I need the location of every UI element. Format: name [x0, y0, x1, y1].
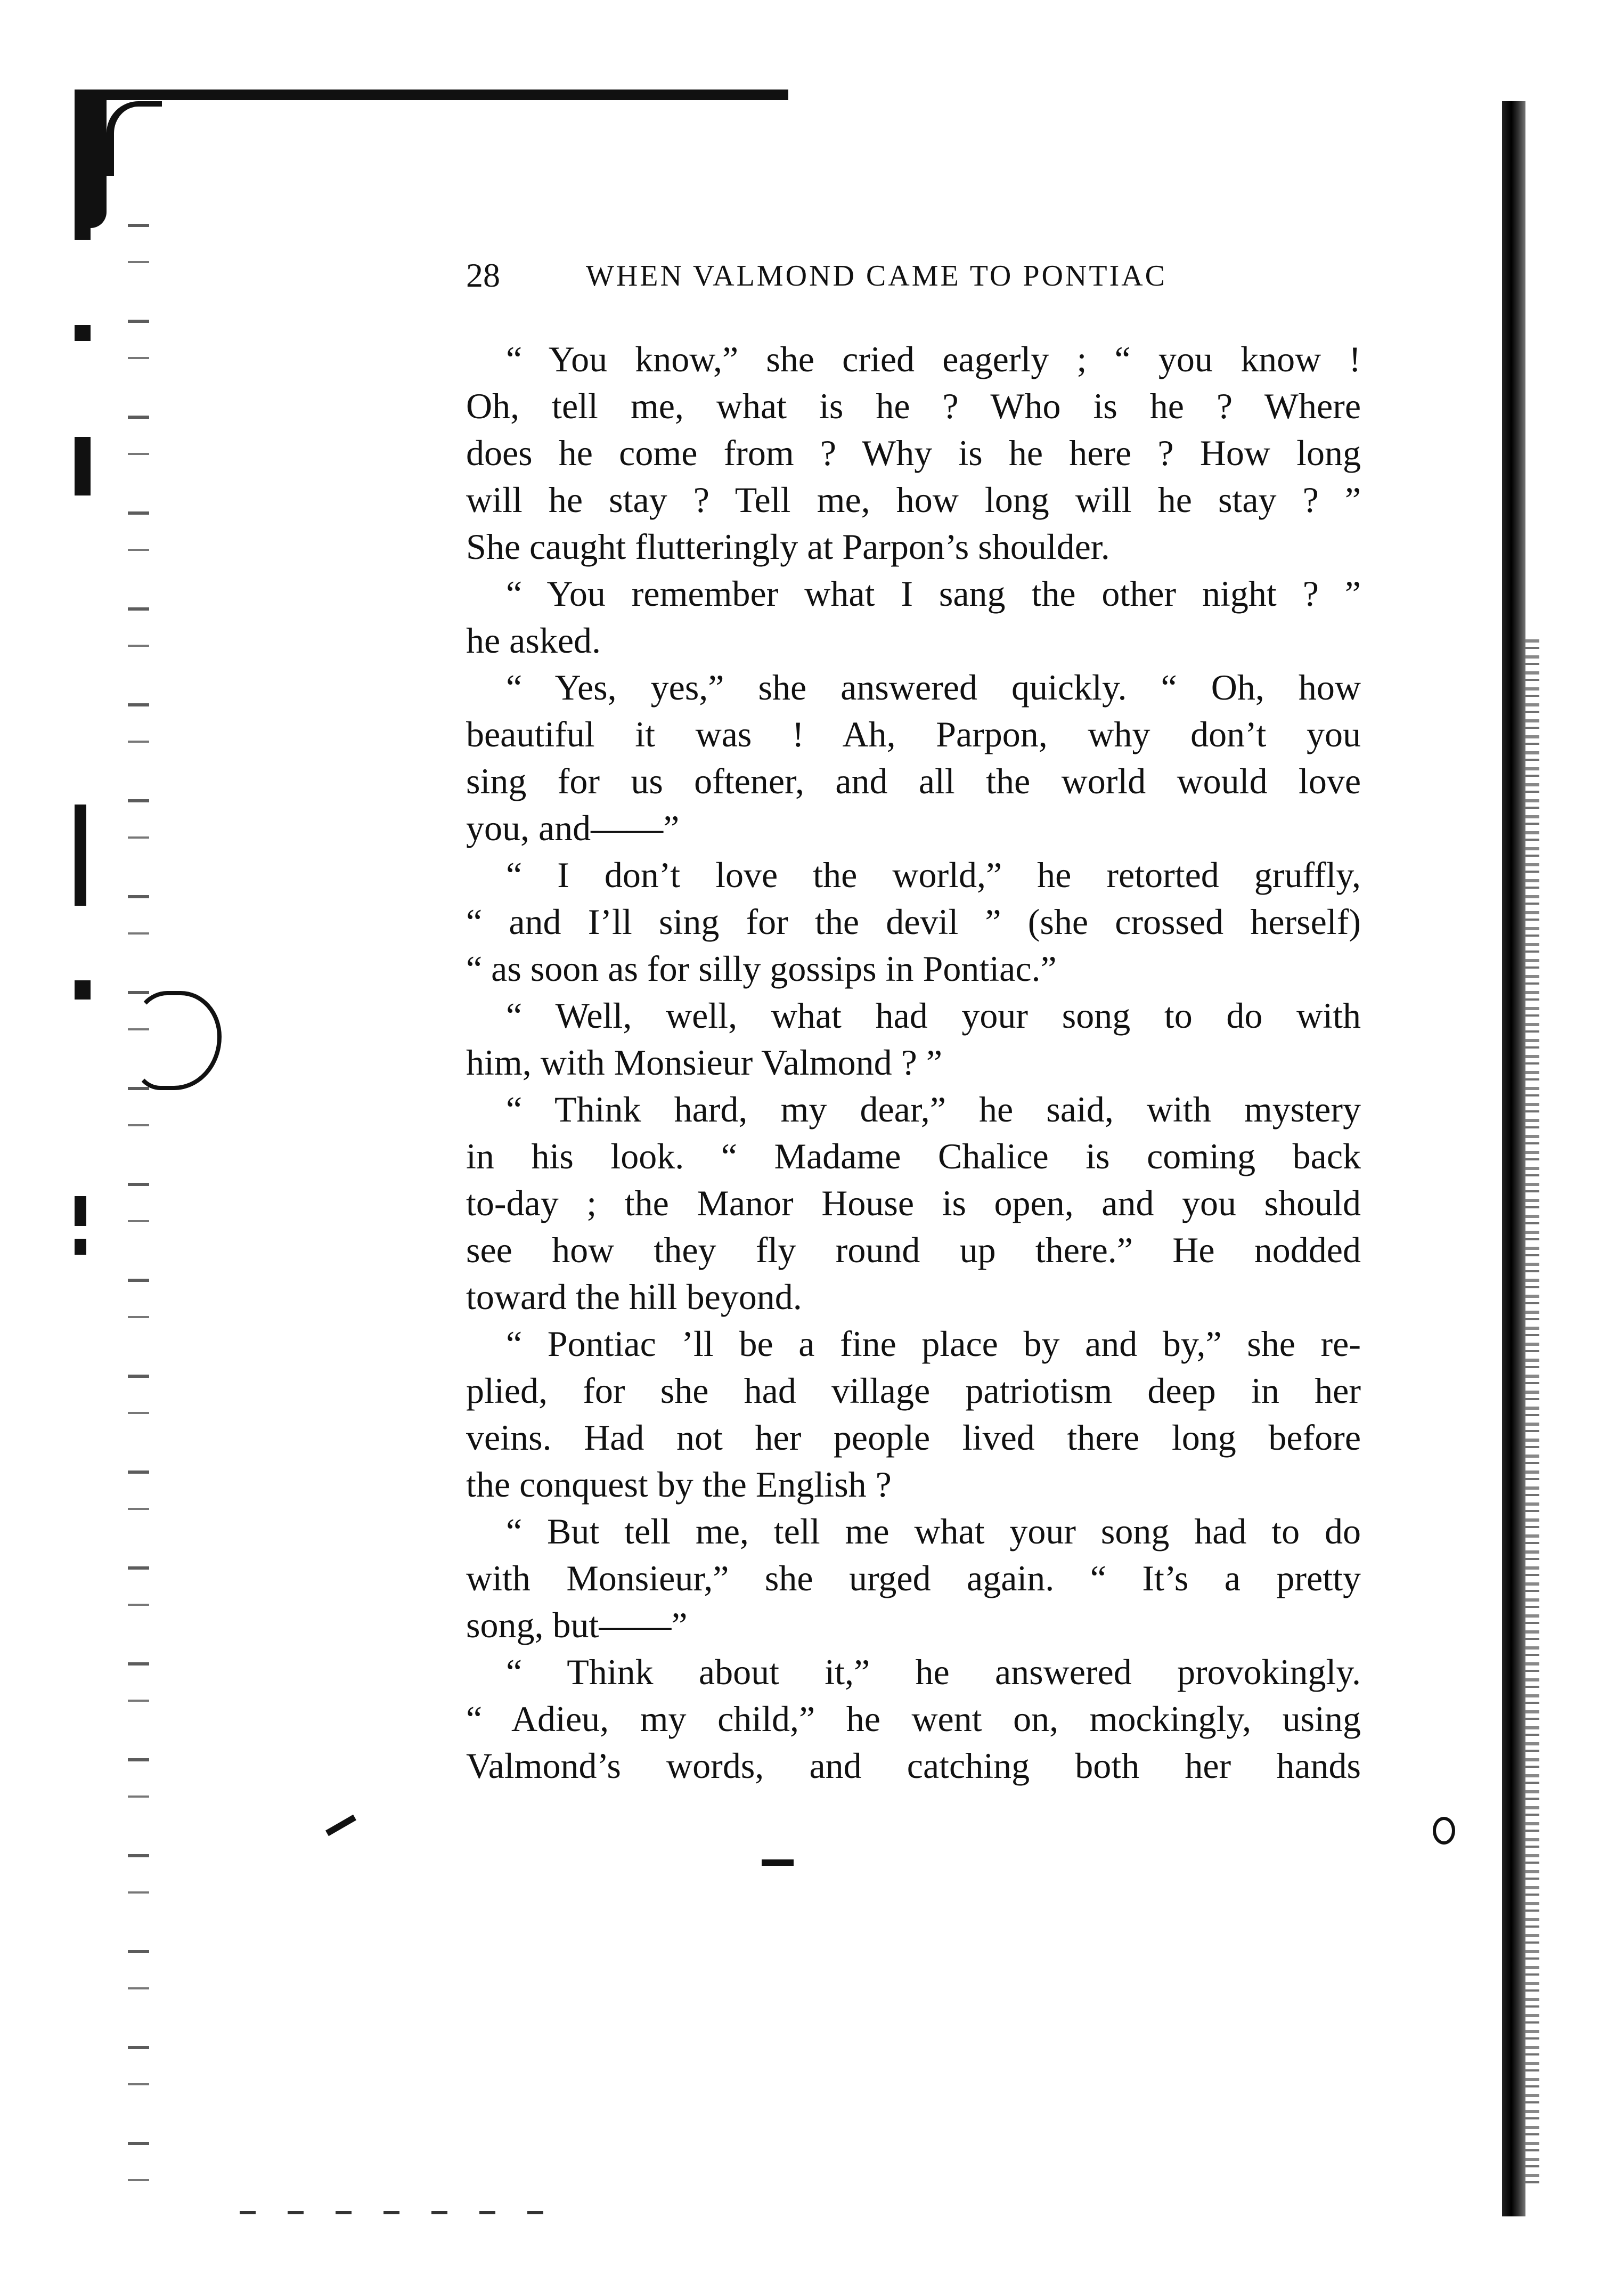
text-line: “ Think hard, my dear,” he said, with mystery: [506, 1089, 1361, 1130]
text-line: “ Well, well, what had your song to do with: [506, 995, 1361, 1036]
scan-dash: [762, 1859, 794, 1866]
scan-edge-left: [128, 202, 149, 2227]
scan-speck: [75, 1239, 86, 1255]
text-line: will he stay ? Tell me, how long will he stay ? ”: [466, 480, 1361, 520]
text-line: see how they fly round up there.” He nodded: [466, 1230, 1361, 1270]
scan-curl-top-left: [107, 101, 162, 176]
text-line: sing for us oftener, and all the world would love: [466, 761, 1361, 801]
scan-speck: [75, 805, 86, 906]
text-line: him, with Monsieur Valmond ? ”: [466, 1042, 942, 1083]
scan-blot-top-left: [75, 90, 107, 228]
scan-border-right-ragged: [1525, 639, 1539, 2184]
text-line: he asked.: [466, 620, 601, 661]
text-line: with Monsieur,” she urged again. “ It’s a pretty: [466, 1558, 1361, 1598]
text-line: “ Pontiac ’ll be a fine place by and by,” she re-: [506, 1323, 1361, 1364]
text-line: beautiful it was ! Ah, Parpon, why don’t you: [466, 714, 1361, 754]
text-line: the conquest by the English ?: [466, 1464, 892, 1505]
text-line: “ You remember what I sang the other night ? ”: [506, 573, 1361, 614]
text-line: Valmond’s words, and catching both her hands: [466, 1745, 1361, 1786]
text-line: “ and I’ll sing for the devil ” (she crossed herself): [466, 901, 1361, 942]
scan-mark: [1433, 1817, 1455, 1845]
text-line: veins. Had not her people lived there long before: [466, 1417, 1361, 1458]
text-line: Oh, tell me, what is he ? Who is he ? Where: [466, 386, 1361, 426]
text-line: plied, for she had village patriotism deep in her: [466, 1370, 1361, 1411]
scan-border-right: [1502, 101, 1525, 2216]
text-line: “ But tell me, tell me what your song had to do: [506, 1511, 1361, 1551]
text-line: you, and——”: [466, 808, 680, 848]
text-line: does he come from ? Why is he here ? How long: [466, 433, 1361, 473]
text-line: “ I don’t love the world,” he retorted gruffly,: [506, 855, 1361, 895]
text-line: song, but——”: [466, 1605, 688, 1645]
text-line: “ as soon as for silly gossips in Pontiac.”: [466, 948, 1057, 989]
text-line: in his look. “ Madame Chalice is coming back: [466, 1136, 1361, 1176]
scan-border-top: [75, 90, 788, 100]
text-line: toward the hill beyond.: [466, 1277, 802, 1317]
scan-speck: [75, 1196, 86, 1226]
text-line: “ Yes, yes,” she answered quickly. “ Oh, how: [506, 667, 1361, 708]
scan-speck: [75, 224, 91, 240]
scan-loop-mark: [133, 991, 222, 1090]
text-line: “ Adieu, my child,” he went on, mockingly, using: [466, 1699, 1361, 1739]
scan-speck: [75, 980, 91, 1000]
scan-speck: [75, 325, 91, 341]
scan-dash: [325, 1815, 356, 1836]
scan-speck: [75, 437, 91, 495]
page-number: 28: [466, 256, 500, 294]
text-line: She caught flutteringly at Parpon’s shoulder.: [466, 526, 1110, 567]
running-head-title: WHEN VALMOND CAME TO PONTIAC: [586, 259, 1168, 293]
page-text-block: [466, 256, 1361, 1789]
scan-bottom-dashes: [240, 2211, 559, 2214]
text-line: “ Think about it,” he answered provokingly.: [506, 1652, 1361, 1692]
running-head: [466, 256, 1361, 304]
text-line: “ You know,” she cried eagerly ; “ you know !: [506, 339, 1361, 379]
text-line: to-day ; the Manor House is open, and you should: [466, 1183, 1361, 1223]
